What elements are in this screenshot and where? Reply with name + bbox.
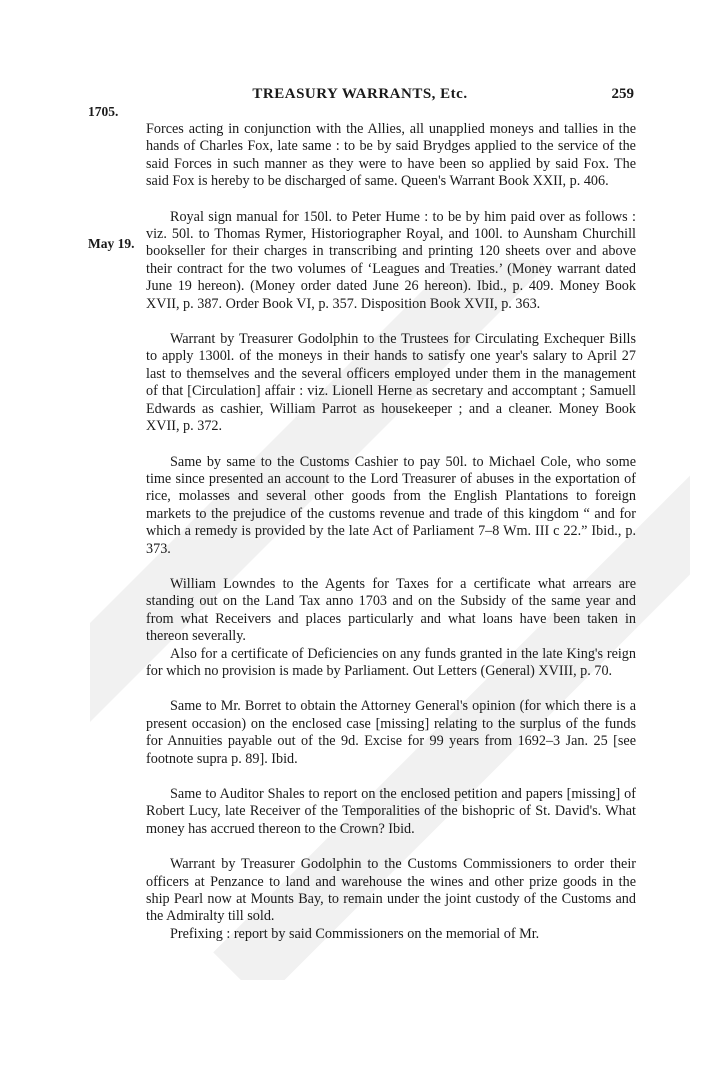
entry-text: Same by same to the Customs Cashier to pay 50l. to Michael Cole, who some time since presented an account to the Lord Treasurer of abuses in the exportation of rice, molasses and several other goods from the English Plantations to foreign markets to the prejudice of the customs revenue and trade of this kingdom “ and for which a remedy is provided by the late Act of Parliament 7–8 Wm. III c 22.” Ibid., p. 373. xyxy=(146,453,636,557)
entry-text: Royal sign manual for 150l. to Peter Hume : to be by him paid over as follows : viz. 50l. to Thomas Rymer, Historiographer Royal, and 100l. to Aunsham Churchill bookseller for their charges in transcribing and printing 120 sheets over and above their contract for the two volumes of ‘Leagues and Treaties.’ (Money warrant dated June 19 hereon). (Money order dated June 26 hereon). Ibid., p. 409. Money Book XVII, p. 387. Order Book VI, p. 357. Disposition Book XVII, p. 363. xyxy=(146,208,636,312)
entry-text-continued: Also for a certificate of Deficiencies on any funds granted in the late King's reign for which no provision is made by Parliament. Out Letters (General) XVIII, p. 70. xyxy=(146,645,636,679)
entry-auditor-shales xyxy=(146,786,636,838)
entry-text: Warrant by Treasurer Godolphin to the Customs Commissioners to order their officers at Penzance to land and warehouse the wines and other prize goods in the ship Pearl now at Mounts Bay, to remain under the joint custody of the Customs and the Admiralty till sold. xyxy=(146,856,636,925)
date-marginal: May 19. xyxy=(88,236,135,251)
entry-exchequer-bills xyxy=(146,331,636,435)
entry-royal-sign-manual xyxy=(146,209,636,313)
year-marginal: 1705. xyxy=(88,104,119,119)
page-title: TREASURY WARRANTS, Etc. xyxy=(252,86,468,102)
entry-text: Warrant by Treasurer Godolphin to the Trustees for Circulating Exchequer Bills to apply 1300l. of the moneys in their hands to satisfy one year's salary to April 27 last to themselves and the several officers employed under them in the management of that [Circulation] affair : viz. Lionell Herne as secretary and accomptant ; Samuell Edwards as cashier, William Parrot as housekeeper ; and a cleaner. Money Book XVII, p. 372. xyxy=(146,331,636,435)
entry-text-continued: Prefixing : report by said Commissioners on the memorial of Mr. xyxy=(170,925,540,942)
main-text xyxy=(146,121,636,943)
entry-customs-commissioners xyxy=(146,856,636,943)
entry-agents-for-taxes xyxy=(146,576,636,680)
entry-text: Same to Auditor Shales to report on the enclosed petition and papers [missing] of Robert Lucy, late Receiver of the Temporalities of the bishopric of St. David's. What money has accrued thereon to the Crown? Ibid. xyxy=(146,786,636,837)
page-number: 259 xyxy=(611,86,634,102)
entry-text: Same to Mr. Borret to obtain the Attorney General's opinion (for which there is a present occasion) on the enclosed case [missing] relating to the surplus of the funds for Annuities payable out of the 9d. Excise for 99 years from 1692–3 Jan. 25 [see footnote supra p. 89]. Ibid. xyxy=(146,698,636,767)
entry-mr-borret xyxy=(146,698,636,768)
entry-text: Forces acting in conjunction with the Allies, all unapplied moneys and tallies in the hands of Charles Fox, late same : to be by said Brydges applied to the service of the said Forces in such manner as they were to have been so applied by said Fox. The said Fox is hereby to be discharged of same. Queen's Warrant Book XXII, p. 406. xyxy=(146,121,636,190)
entry-text: William Lowndes to the Agents for Taxes for a certificate what arrears are standing out on the Land Tax anno 1703 and on the Subsidy of the same year and from what Receivers and places particularly and what loans have been taken in thereon severally. xyxy=(146,575,636,645)
entry-continuation xyxy=(146,121,636,191)
entry-customs-cashier xyxy=(146,454,636,558)
